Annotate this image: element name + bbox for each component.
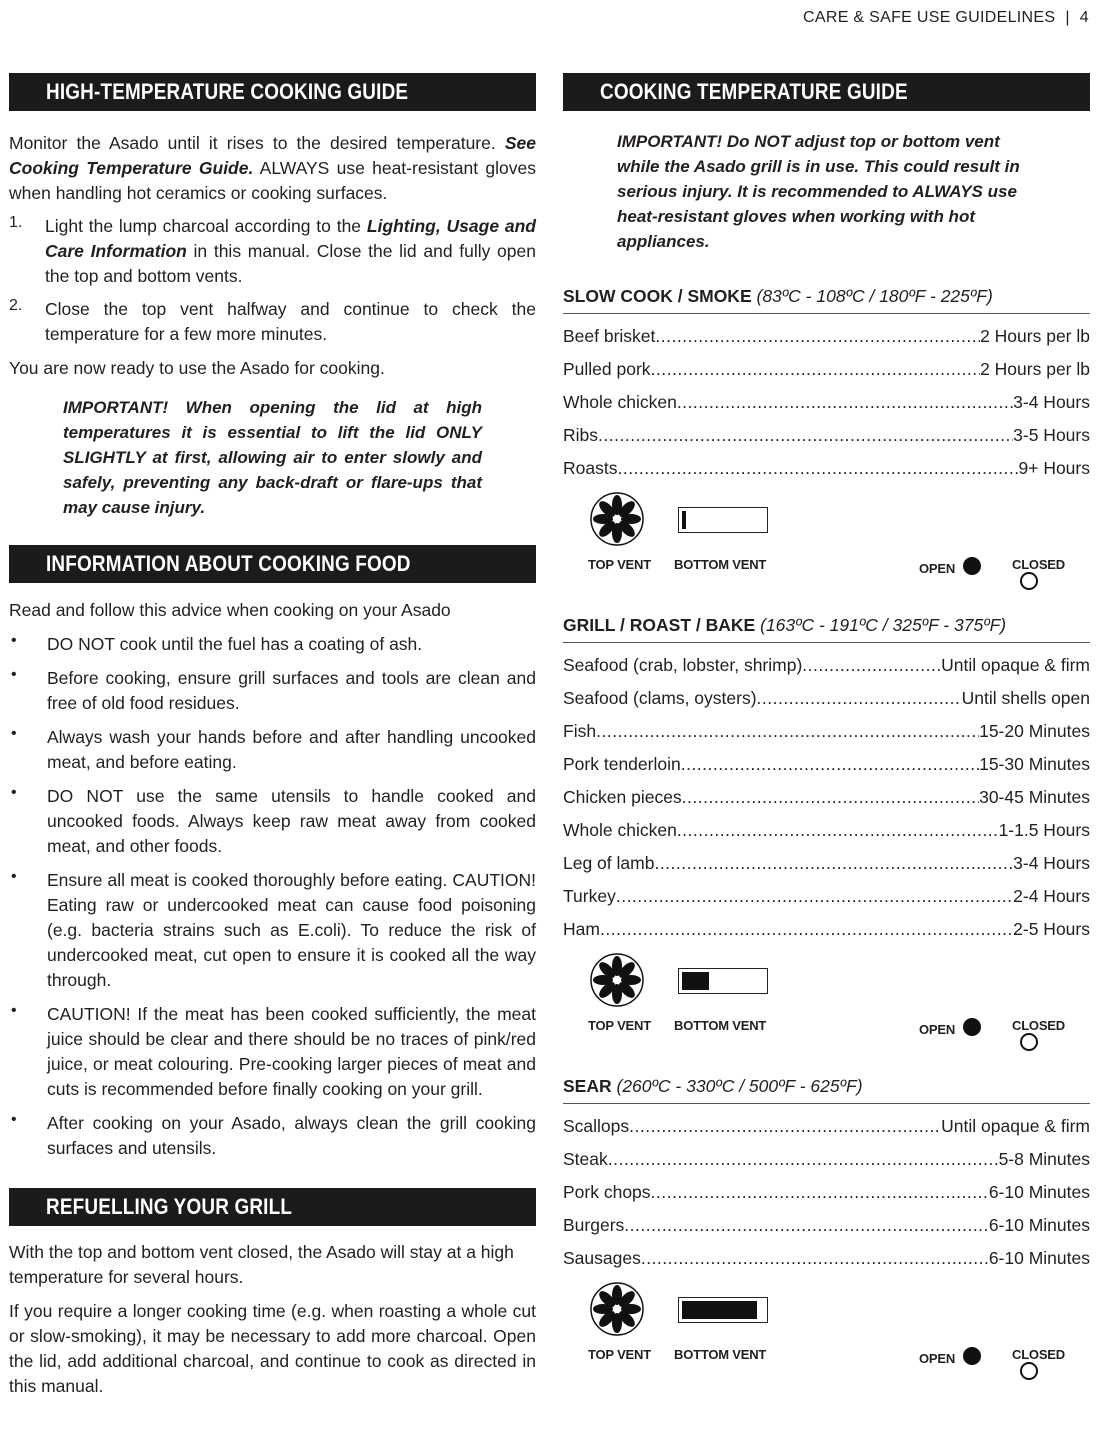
temp-sections xyxy=(563,254,1090,1369)
top-vent-label: TOP VENT xyxy=(588,1018,651,1033)
food-name: Whole chicken xyxy=(563,820,677,840)
info-item: • Ensure all meat is cooked thoroughly before eating. CAUTION! Eating raw or undercooked meat can cause food poisoning (e.g. bacteria strains such as E.coli). To reduce the risk of undercooked meat, cut open to ensure it is cooked all the way through. xyxy=(9,868,536,993)
food-row xyxy=(563,649,1090,682)
bottom-vent-fill xyxy=(682,972,709,990)
top-vent-fan-icon xyxy=(589,1281,645,1337)
food-row xyxy=(563,715,1090,748)
food-row xyxy=(563,1143,1090,1176)
step-1: 1. Light the lump charcoal according to the Lighting, Usage and Care Information in this manual. Close the lid and fully open the top and bottom vents. xyxy=(9,214,536,286)
open-dot-icon xyxy=(963,1347,981,1365)
temp-guide-important: IMPORTANT! Do NOT adjust top or bottom vent while the Asado grill is in use. This could result in serious injury. It is recommended to ALWAYS use heat-resistant gloves when working with hot appliances. xyxy=(617,132,1020,251)
step-2: 2. Close the top vent halfway and continue to check the temperature for a few more minutes. xyxy=(9,297,536,344)
food-row xyxy=(563,1176,1090,1209)
section-title xyxy=(563,286,1090,314)
leader-dots xyxy=(617,452,1018,485)
vent-diagram xyxy=(563,1279,1090,1369)
top-vent-fan-icon xyxy=(589,491,645,547)
leader-dots xyxy=(677,386,1013,419)
food-row xyxy=(563,320,1090,353)
cook-time: 9+ Hours xyxy=(1018,458,1090,478)
bottom-vent-label: BOTTOM VENT xyxy=(674,1018,767,1033)
cook-time: 2 Hours per lb xyxy=(980,359,1090,379)
food-name: Fish xyxy=(563,721,597,741)
leader-dots xyxy=(600,913,1013,946)
info-item: • Always wash your hands before and after handling uncooked meat, and before eating. xyxy=(9,725,536,775)
right-column xyxy=(563,73,1090,1369)
closed-legend: CLOSED xyxy=(1012,1347,1090,1381)
info-item: • CAUTION! If the meat has been cooked sufficiently, the meat juice should be clear and there should be no traces of pink/red juice, or meat colouring. Pre-cooking larger pieces of meat and cuts is recommended before finally cooking on your grill. xyxy=(9,1002,536,1102)
vent-diagram xyxy=(563,489,1090,579)
closed-circle-icon xyxy=(1020,1362,1038,1380)
section-range: (163ºC - 191ºC / 325ºF - 375ºF) xyxy=(760,615,1007,635)
see-guide-ref: See Cooking Temperature Guide. xyxy=(9,133,536,178)
running-header xyxy=(803,9,1089,27)
bottom-vent-label: BOTTOM VENT xyxy=(674,557,767,572)
bullet: • xyxy=(11,1111,17,1128)
temp-section xyxy=(563,1076,1090,1369)
leader-dots xyxy=(629,1110,941,1143)
cook-time: 3-4 Hours xyxy=(1013,853,1090,873)
left-column xyxy=(9,73,536,1399)
leader-dots xyxy=(681,748,979,781)
food-name: Leg of lamb xyxy=(563,853,655,873)
food-name: Pulled pork xyxy=(563,359,651,379)
leader-dots xyxy=(802,649,941,682)
bullet: • xyxy=(11,725,17,742)
closed-circle-icon xyxy=(1020,1033,1038,1051)
open-legend: OPEN xyxy=(919,1347,981,1366)
cook-time: 3-4 Hours xyxy=(1013,392,1090,412)
cook-time: 1-1.5 Hours xyxy=(998,820,1090,840)
header-divider: | xyxy=(1065,9,1070,26)
food-name: Beef brisket xyxy=(563,326,656,346)
cook-time: Until shells open xyxy=(961,688,1090,708)
food-name: Pork chops xyxy=(563,1182,651,1202)
food-row xyxy=(563,1110,1090,1143)
high-temp-heading: HIGH-TEMPERATURE COOKING GUIDE xyxy=(9,73,536,111)
cook-time: 15-30 Minutes xyxy=(979,754,1090,774)
top-vent-label: TOP VENT xyxy=(588,557,651,572)
bullet: • xyxy=(11,868,17,885)
leader-dots xyxy=(641,1242,989,1275)
bottom-vent-bar xyxy=(678,507,768,533)
bullet: • xyxy=(11,784,17,801)
leader-dots xyxy=(651,353,981,386)
food-name: Roasts xyxy=(563,458,618,478)
bottom-vent-fill xyxy=(682,1301,757,1319)
top-vent-fan-icon xyxy=(589,952,645,1008)
leader-dots xyxy=(596,715,979,748)
section-range: (83ºC - 108ºC / 180ºF - 225ºF) xyxy=(756,286,993,306)
food-name: Seafood (crab, lobster, shrimp) xyxy=(563,655,803,675)
food-name: Ribs xyxy=(563,425,599,445)
food-name: Chicken pieces xyxy=(563,787,682,807)
bottom-vent-fill xyxy=(682,511,686,529)
leader-dots xyxy=(655,320,980,353)
bullet: • xyxy=(11,632,17,649)
leader-dots xyxy=(598,419,1013,452)
leader-dots xyxy=(682,781,979,814)
food-name: Seafood (clams, oysters) xyxy=(563,688,757,708)
food-name: Ham xyxy=(563,919,600,939)
food-name: Steak xyxy=(563,1149,608,1169)
section-name: SLOW COOK / SMOKE xyxy=(563,286,752,306)
page-number: 4 xyxy=(1079,9,1089,26)
food-row xyxy=(563,847,1090,880)
cook-time: 30-45 Minutes xyxy=(979,787,1090,807)
info-item: • DO NOT use the same utensils to handle cooked and uncooked foods. Always keep raw meat away from cooked meat, and other foods. xyxy=(9,784,536,859)
top-vent-label: TOP VENT xyxy=(588,1347,651,1362)
food-row xyxy=(563,781,1090,814)
bottom-vent-bar xyxy=(678,968,768,994)
cook-time: 2-4 Hours xyxy=(1013,886,1090,906)
food-row xyxy=(563,419,1090,452)
bottom-vent-bar xyxy=(678,1297,768,1323)
section-name: GRILL / ROAST / BAKE xyxy=(563,615,756,635)
info-intro: Read and follow this advice when cooking on your Asado xyxy=(9,600,451,620)
bottom-vent-label: BOTTOM VENT xyxy=(674,1347,767,1362)
section-title xyxy=(563,615,1090,643)
food-row xyxy=(563,1242,1090,1275)
info-item: • DO NOT cook until the fuel has a coating of ash. xyxy=(9,632,536,657)
food-name: Pork tenderloin xyxy=(563,754,681,774)
food-row xyxy=(563,452,1090,485)
food-row xyxy=(563,913,1090,946)
cook-time: Until opaque & firm xyxy=(941,1116,1090,1136)
cook-time: Until opaque & firm xyxy=(941,655,1090,675)
open-dot-icon xyxy=(963,1018,981,1036)
cook-time: 3-5 Hours xyxy=(1013,425,1090,445)
refuel-p1: With the top and bottom vent closed, the Asado will stay at a high temperature for several hours. xyxy=(9,1242,514,1287)
bullet: • xyxy=(11,1002,17,1019)
food-name: Burgers xyxy=(563,1215,625,1235)
temp-section xyxy=(563,615,1090,1040)
closed-legend: CLOSED xyxy=(1012,1018,1090,1052)
section-title xyxy=(563,1076,1090,1104)
cook-time: 6-10 Minutes xyxy=(988,1215,1090,1235)
section-name: SEAR xyxy=(563,1076,612,1096)
temp-guide-heading: COOKING TEMPERATURE GUIDE xyxy=(563,73,1090,111)
food-name: Scallops xyxy=(563,1116,630,1136)
refuel-heading: REFUELLING YOUR GRILL xyxy=(9,1188,536,1226)
section-range: (260ºC - 330ºC / 500ºF - 625ºF) xyxy=(616,1076,863,1096)
food-row xyxy=(563,682,1090,715)
leader-dots xyxy=(757,682,962,715)
info-item: • After cooking on your Asado, always clean the grill cooking surfaces and utensils. xyxy=(9,1111,536,1161)
lighting-ref: Lighting, Usage and Care Information xyxy=(45,216,536,261)
leader-dots xyxy=(608,1143,999,1176)
food-row xyxy=(563,386,1090,419)
food-row xyxy=(563,353,1090,386)
food-name: Sausages xyxy=(563,1248,641,1268)
ready-text: You are now ready to use the Asado for cooking. xyxy=(9,358,385,378)
info-list xyxy=(9,623,536,1161)
open-dot-icon xyxy=(963,557,981,575)
cook-time: 6-10 Minutes xyxy=(988,1182,1090,1202)
refuel-p2: If you require a longer cooking time (e.g. when roasting a whole cut or slow-smoking), it may be necessary to add more charcoal. Open the lid, add additional charcoal, and continue to cook as directed in this manual. xyxy=(9,1301,536,1396)
leader-dots xyxy=(651,1176,989,1209)
food-row xyxy=(563,1209,1090,1242)
cook-time: 15-20 Minutes xyxy=(979,721,1090,741)
high-temp-important: IMPORTANT! When opening the lid at high temperatures it is essential to lift the lid ONLY SLIGHTLY at first, allowing air to enter slowly and safely, preventing any back-draft or flare-ups that may cause injury. xyxy=(63,398,482,517)
open-legend: OPEN xyxy=(919,557,981,576)
temp-section xyxy=(563,286,1090,579)
leader-dots xyxy=(677,814,999,847)
leader-dots xyxy=(616,880,1013,913)
food-row xyxy=(563,814,1090,847)
bullet: • xyxy=(11,666,17,683)
food-name: Turkey xyxy=(563,886,616,906)
leader-dots xyxy=(624,1209,989,1242)
info-item: • Before cooking, ensure grill surfaces and tools are clean and free of old food residues. xyxy=(9,666,536,716)
header-section: CARE & SAFE USE GUIDELINES xyxy=(803,9,1056,26)
open-legend: OPEN xyxy=(919,1018,981,1037)
food-name: Whole chicken xyxy=(563,392,677,412)
high-temp-intro: Monitor the Asado until it rises to the desired temperature. See Cooking Temperature Guide. ALWAYS use heat-resistant gloves when handling hot ceramics or cooking surfaces. xyxy=(9,133,536,203)
food-row xyxy=(563,748,1090,781)
leader-dots xyxy=(654,847,1013,880)
food-row xyxy=(563,880,1090,913)
cook-time: 2-5 Hours xyxy=(1013,919,1090,939)
cook-time: 5-8 Minutes xyxy=(998,1149,1090,1169)
cook-time: 2 Hours per lb xyxy=(980,326,1090,346)
cook-time: 6-10 Minutes xyxy=(988,1248,1090,1268)
closed-legend: CLOSED xyxy=(1012,557,1090,591)
closed-circle-icon xyxy=(1020,572,1038,590)
vent-diagram xyxy=(563,950,1090,1040)
info-heading: INFORMATION ABOUT COOKING FOOD xyxy=(9,545,536,583)
